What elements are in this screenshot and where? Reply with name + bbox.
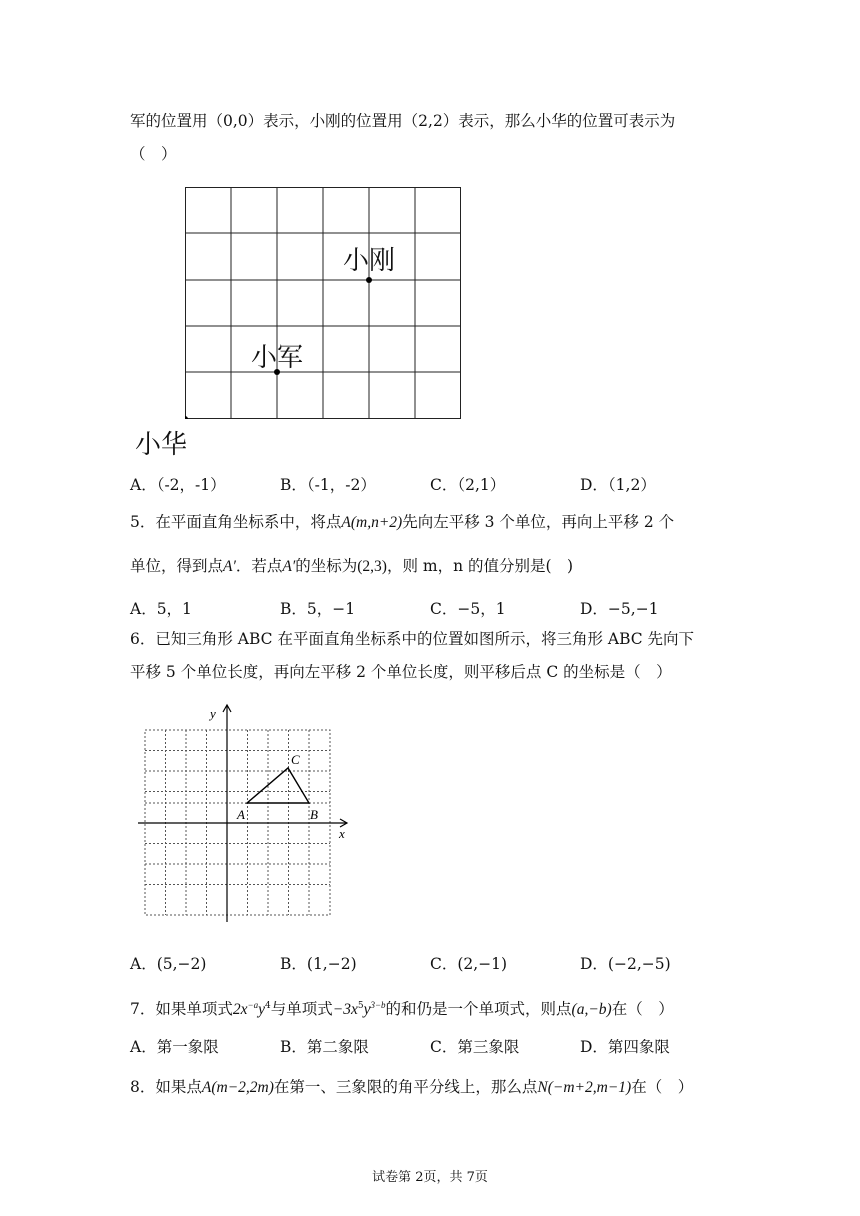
q4-grid-figure <box>185 187 461 419</box>
q4-option-d: D．（1,2） <box>580 476 656 494</box>
q7-text-c: 的和仍是一个单项式，则点 <box>385 1000 572 1019</box>
q5-option-c: C．−5，1 <box>430 600 506 618</box>
point-a-label: A <box>237 807 245 822</box>
q5-prefix: 5．在平面直角坐标系中，将点 <box>130 513 342 531</box>
point-b-label: B <box>310 807 318 822</box>
q5-point: A(m,n+2) <box>341 514 403 531</box>
triangle-abc <box>247 768 309 803</box>
q5-option-d: D．−5,−1 <box>580 600 659 618</box>
q8-text-c: 在（ ） <box>631 1078 694 1096</box>
q5-text-c: ．若点 <box>235 557 283 575</box>
q5-text-e: 的坐标为 <box>295 557 358 575</box>
q7-option-a: A．第一象限 <box>130 1038 219 1056</box>
q5-suffix: 先向左平移 3 个单位，再向上平移 2 个 <box>402 513 675 531</box>
q6-option-a: A．(5,−2) <box>130 955 207 973</box>
q7-line <box>130 994 674 1021</box>
q5-line1 <box>130 511 674 534</box>
q5-point-aprime-2: A′ <box>282 558 296 575</box>
q6-option-c: C．(2,−1) <box>430 955 508 973</box>
q7-monomial2-exp1: 5 <box>357 1001 364 1011</box>
q8-text-a: 8．如果点 <box>130 1078 202 1096</box>
q7-monomial1-exp1: −a <box>247 1000 259 1010</box>
q4-option-b: B．（-1，-2） <box>280 476 376 494</box>
q6-option-b: B．(1,−2) <box>280 955 357 973</box>
page-footer: 试卷第 2页，共 7页 <box>372 1170 488 1185</box>
q7-monomial2-exp2: 3−b <box>370 1000 386 1010</box>
q7-text-a: 7．如果单项式 <box>130 1000 233 1019</box>
q4-line2: （ ） <box>130 145 177 163</box>
q7-text-d: 在（ ） <box>611 1000 674 1019</box>
q5-text-g: ，则 m，n 的值分别是( ) <box>386 557 574 575</box>
q5-line2 <box>130 555 573 578</box>
y-axis-label: y <box>210 706 216 721</box>
q4-line1: 军的位置用（0,0）表示，小刚的位置用（2,2）表示，那么小华的位置可表示为 <box>130 112 676 130</box>
q7-option-c: C．第三象限 <box>430 1038 520 1056</box>
q8-point-a: A(m−2,2m) <box>201 1079 274 1096</box>
q7-monomial1: 2x <box>232 1001 248 1019</box>
q6-option-d: D．(−2,−5) <box>580 955 671 973</box>
q4-option-a: A．（-2，-1） <box>130 476 226 494</box>
q8-point-n: N(−m+2,m−1) <box>537 1079 632 1096</box>
xiaogang-label: 小刚 <box>343 246 396 276</box>
xiaojun-label: 小军 <box>251 343 304 373</box>
q7-text-b: 与单项式 <box>270 1000 333 1019</box>
q5-point-aprime: A′ <box>223 558 236 575</box>
xiaohua-label: 小华 <box>135 430 188 460</box>
q7-monomial1-exp2: 4 <box>264 1001 271 1011</box>
q7-option-b: B．第二象限 <box>280 1038 369 1056</box>
q8-line <box>130 1076 693 1099</box>
xiaogang-point <box>366 277 372 283</box>
q6-line2: 平移 5 个单位长度，再向左平移 2 个单位长度，则平移后点 C 的坐标是（ ） <box>130 663 672 681</box>
q8-text-b: 在第一、三象限的角平分线上，那么点 <box>273 1078 538 1096</box>
x-axis-label: x <box>339 826 345 841</box>
q7-point: (a,−b) <box>571 1001 612 1019</box>
q5-coord: (2,3) <box>357 558 387 575</box>
q7-monomial2-y: y <box>363 1001 371 1019</box>
q5-option-b: B．5，−1 <box>280 600 356 618</box>
q5-text-a: 单位，得到点 <box>130 557 224 575</box>
q6-line1: 6．已知三角形 ABC 在平面直角坐标系中的位置如图所示，将三角形 ABC 先向下 <box>130 630 695 648</box>
q4-option-c: C．（2,1） <box>430 476 506 494</box>
point-c-label: C <box>291 752 300 767</box>
q5-option-a: A．5，1 <box>130 600 192 618</box>
q6-coordinate-figure <box>135 700 360 925</box>
q7-monomial1-y: y <box>258 1001 265 1019</box>
q7-monomial2: −3x <box>332 1001 358 1019</box>
xiaohua-point <box>185 416 188 419</box>
q7-option-d: D．第四象限 <box>580 1038 670 1056</box>
